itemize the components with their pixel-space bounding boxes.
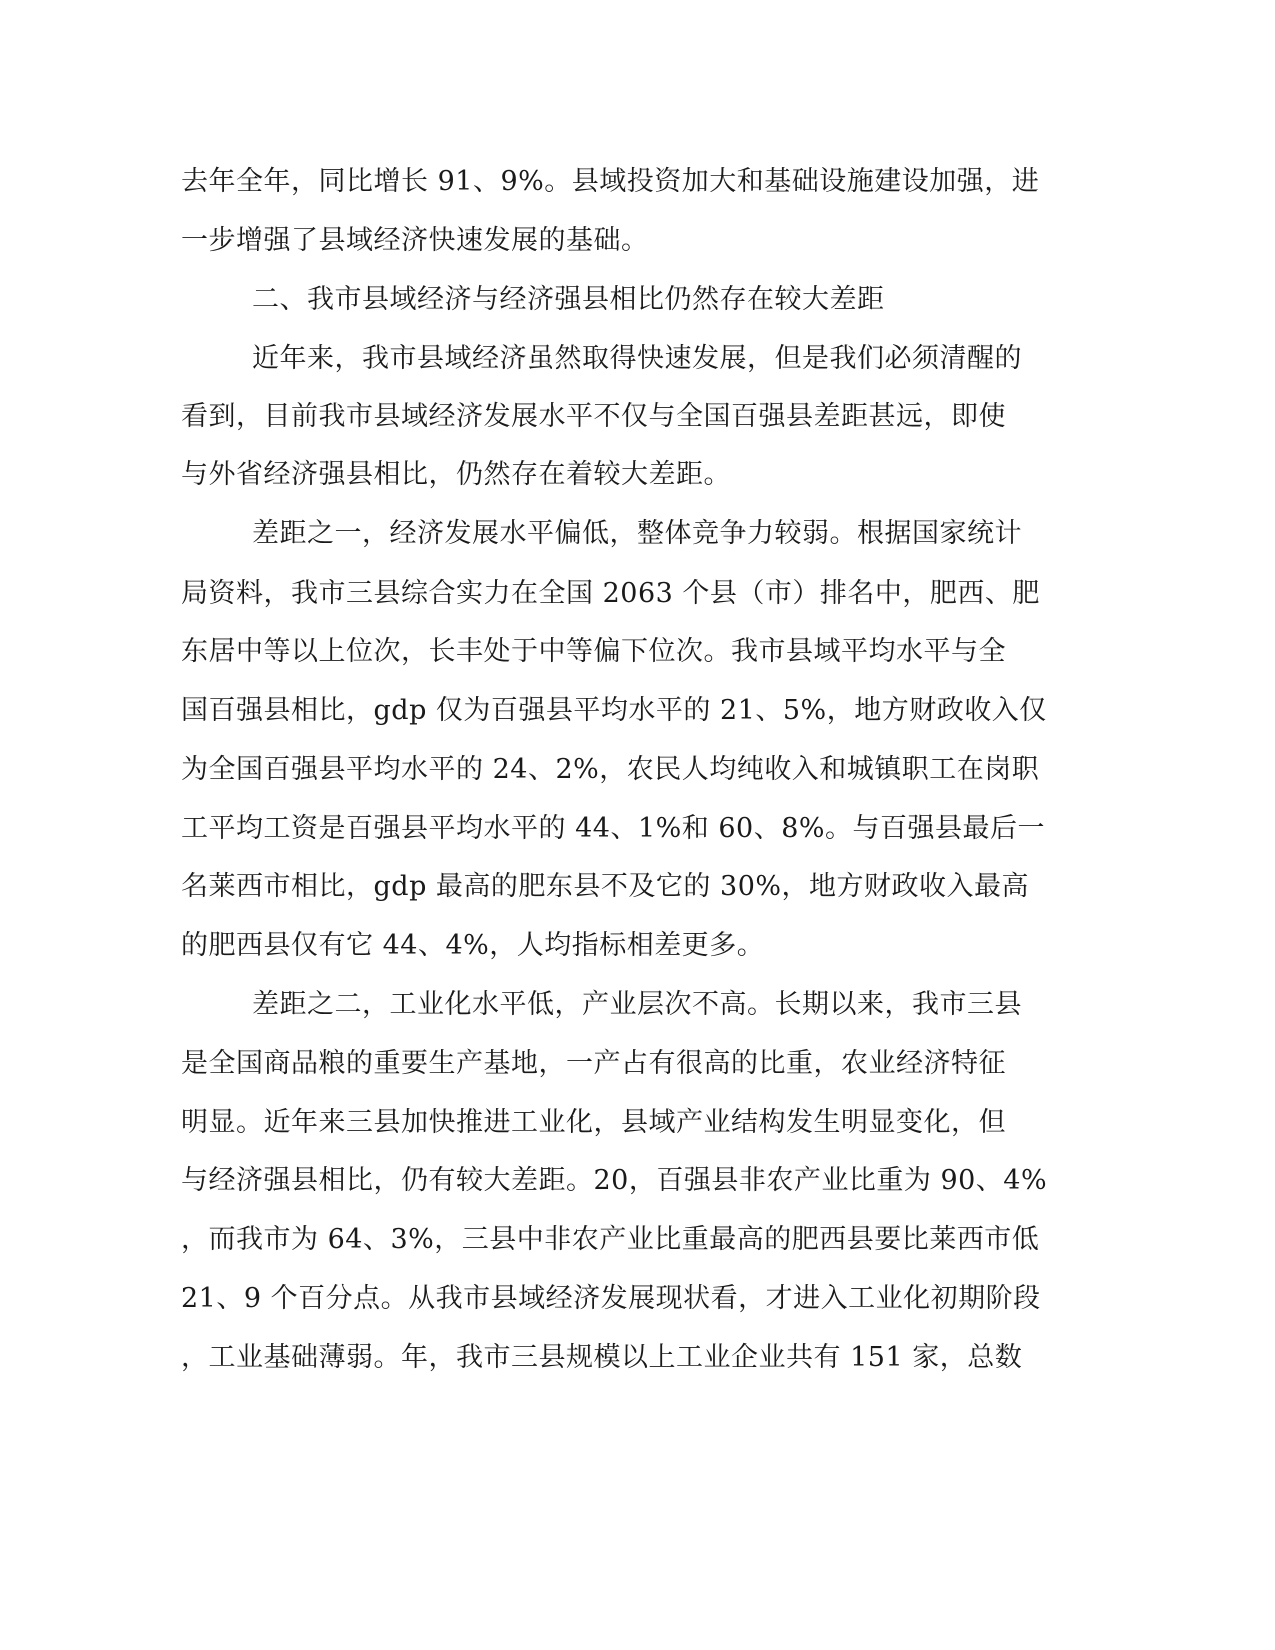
text-line: 工平均工资是百强县平均水平的 44、1%和 60、8%。与百强县最后一	[181, 813, 1046, 844]
text-line: 一步增强了县域经济快速发展的基础。	[181, 225, 649, 256]
text-line: 的肥西县仅有它 44、4%，人均指标相差更多。	[181, 930, 765, 961]
text-line: 国百强县相比，gdp 仅为百强县平均水平的 21、5%，地方财政收入仅	[181, 695, 1047, 726]
text-line: 为全国百强县平均水平的 24、2%，农民人均纯收入和城镇职工在岗职	[181, 754, 1040, 785]
text-line: 与外省经济强县相比，仍然存在着较大差距。	[181, 459, 731, 490]
text-line: 去年全年，同比增长 91、9%。县域投资加大和基础设施建设加强，进	[181, 166, 1040, 197]
text-line: 东居中等以上位次，长丰处于中等偏下位次。我市县域平均水平与全	[181, 636, 1006, 667]
text-line: 是全国商品粮的重要生产基地，一产占有很高的比重，农业经济特征	[181, 1048, 1006, 1079]
text-line: 差距之二，工业化水平低，产业层次不高。长期以来，我市三县	[252, 989, 1022, 1020]
text-line: 近年来，我市县域经济虽然取得快速发展，但是我们必须清醒的	[252, 343, 1022, 374]
section-heading: 二、我市县域经济与经济强县相比仍然存在较大差距	[252, 284, 885, 315]
text-line: ，工业基础薄弱。年，我市三县规模以上工业企业共有 151 家，总数	[181, 1342, 1023, 1373]
text-line: 看到，目前我市县域经济发展水平不仅与全国百强县差距甚远，即使	[181, 401, 1006, 432]
text-line: 21、9 个百分点。从我市县域经济发展现状看，才进入工业化初期阶段	[181, 1283, 1041, 1314]
text-line: 名莱西市相比，gdp 最高的肥东县不及它的 30%，地方财政收入最高	[181, 871, 1030, 902]
text-line: ，而我市为 64、3%，三县中非农产业比重最高的肥西县要比莱西市低	[181, 1224, 1040, 1255]
text-line: 局资料，我市三县综合实力在全国 2063 个县（市）排名中，肥西、肥	[181, 578, 1040, 609]
text-line: 明显。近年来三县加快推进工业化，县域产业结构发生明显变化，但	[181, 1107, 1006, 1138]
text-line: 差距之一，经济发展水平偏低，整体竞争力较弱。根据国家统计	[252, 518, 1022, 549]
text-line: 与经济强县相比，仍有较大差距。20，百强县非农产业比重为 90、4%	[181, 1165, 1048, 1196]
